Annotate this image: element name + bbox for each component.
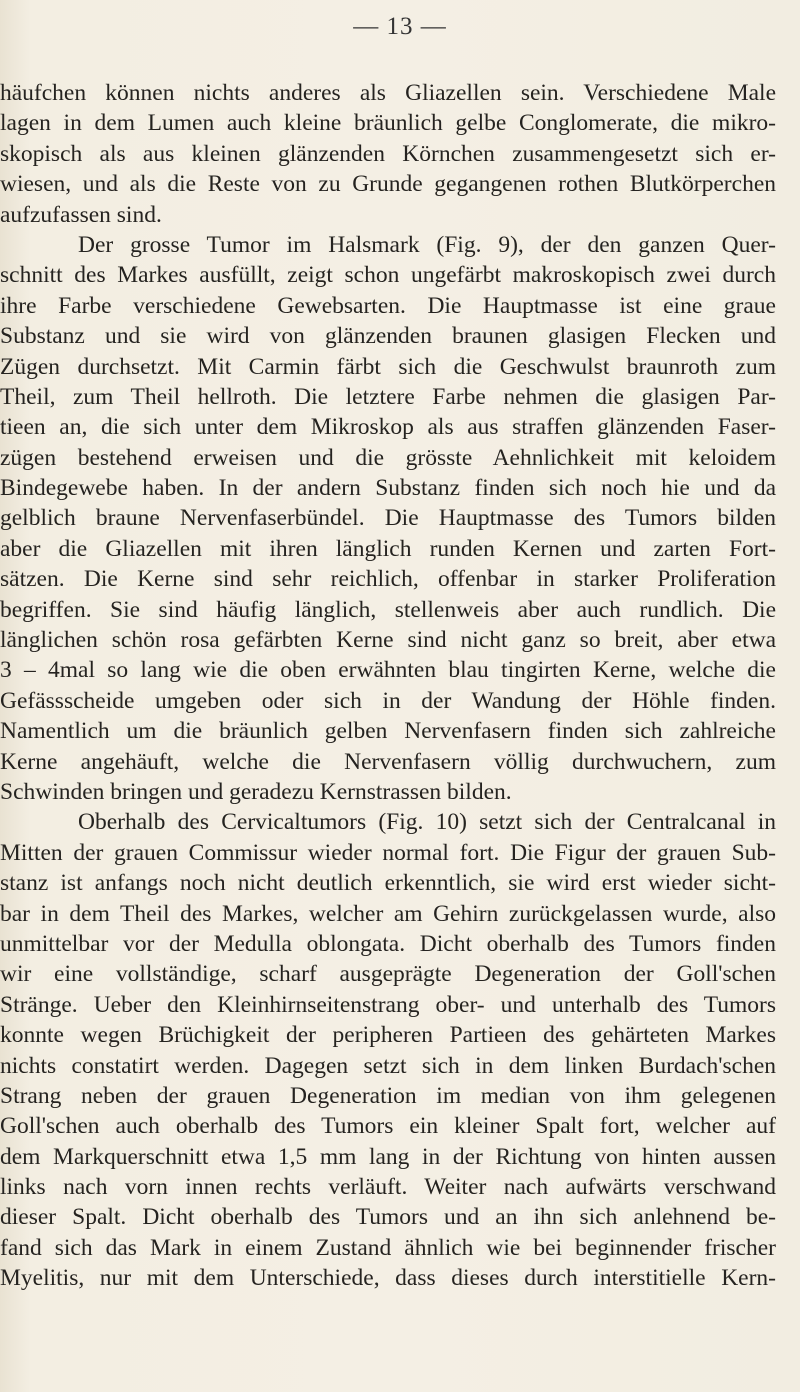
- text-line: Zügen durchsetzt. Mit Carmin färbt sich die Geschwulst braunroth zum: [0, 353, 776, 380]
- text-line: skopisch als aus kleinen glänzenden Körnchen zusammengesetzt sich er-: [0, 140, 776, 167]
- text-line: Schwinden bringen und geradezu Kernstrassen bilden.: [0, 778, 512, 805]
- text-line: Kerne angehäuft, welche die Nervenfasern völlig durchwuchern, zum: [0, 748, 776, 775]
- text-line: schnitt des Markes ausfüllt, zeigt schon ungefärbt makroskopisch zwei durch: [0, 262, 776, 289]
- text-line: Theil, zum Theil hellroth. Die letztere Farbe nehmen die glasigen Par-: [0, 383, 776, 410]
- text-line: länglichen schön rosa gefärbten Kerne sind nicht ganz so breit, aber etwa: [0, 627, 776, 654]
- text-line: ihre Farbe verschiedene Gewebsarten. Die Hauptmasse ist eine graue: [0, 292, 776, 319]
- text-line: gelblich braune Nervenfaserbündel. Die Hauptmasse des Tumors bilden: [0, 505, 776, 532]
- text-line: nichts constatirt werden. Dagegen setzt sich in dem linken Burdach'schen: [0, 1052, 776, 1079]
- text-line: Stränge. Ueber den Kleinhirnseitenstrang ober- und unterhalb des Tumors: [0, 991, 776, 1018]
- text-line: aber die Gliazellen mit ihren länglich runden Kernen und zarten Fort-: [0, 535, 776, 562]
- text-line: wiesen, und als die Reste von zu Grunde gegangenen rothen Blutkörperchen: [0, 171, 776, 198]
- text-line: links nach vorn innen rechts verläuft. Weiter nach aufwärts verschwand: [0, 1174, 776, 1201]
- text-line: begriffen. Sie sind häufig länglich, stellenweis aber auch rundlich. Die: [0, 596, 776, 623]
- text-line: bar in dem Theil des Markes, welcher am Gehirn zurückgelassen wurde, also: [0, 900, 776, 927]
- text-line: Strang neben der grauen Degeneration im median von ihm gelegenen: [0, 1082, 776, 1109]
- text-line: Bindegewebe haben. In der andern Substanz finden sich noch hie und da: [0, 475, 776, 502]
- text-line: Namentlich um die bräunlich gelben Nervenfasern finden sich zahlreiche: [0, 718, 776, 745]
- page-number: — 13 —: [353, 13, 447, 40]
- text-line: Substanz und sie wird von glänzenden braunen glasigen Flecken und: [0, 323, 776, 350]
- text-line: lagen in dem Lumen auch kleine bräunlich gelbe Conglomerate, die mikro-: [0, 110, 776, 137]
- text-line: Gefässscheide umgeben oder sich in der Wandung der Höhle finden.: [0, 687, 776, 714]
- text-line: Goll'schen auch oberhalb des Tumors ein kleiner Spalt fort, welcher auf: [0, 1113, 776, 1140]
- text-line: wir eine vollständige, scharf ausgeprägte Degeneration der Goll'schen: [0, 961, 776, 988]
- text-line: unmittelbar vor der Medulla oblongata. Dicht oberhalb des Tumors finden: [0, 930, 776, 957]
- text-line: dieser Spalt. Dicht oberhalb des Tumors und an ihn sich anlehnend be-: [0, 1204, 776, 1231]
- text-line: zügen bestehend erweisen und die grösste Aehnlichkeit mit keloidem: [0, 444, 776, 471]
- text-line: Mitten der grauen Commissur wieder normal fort. Die Figur der grauen Sub-: [0, 839, 776, 866]
- text-line: dem Markquerschnitt etwa 1,5 mm lang in der Richtung von hinten aussen: [0, 1143, 776, 1170]
- text-line: aufzufassen sind.: [0, 201, 162, 228]
- body-text: [0, 78, 776, 1294]
- text-line: fand sich das Mark in einem Zustand ähnlich wie bei beginnender frischer: [0, 1234, 776, 1261]
- text-line: tieen an, die sich unter dem Mikroskop als aus straffen glänzenden Faser-: [0, 414, 776, 441]
- text-line: 3 – 4mal so lang wie die oben erwähnten blau tingirten Kerne, welche die: [0, 657, 776, 684]
- text-line: Der grosse Tumor im Halsmark (Fig. 9), der den ganzen Quer-: [78, 231, 776, 258]
- text-line: stanz ist anfangs noch nicht deutlich erkenntlich, sie wird erst wieder sicht-: [0, 870, 776, 897]
- text-line: Myelitis, nur mit dem Unterschiede, dass dieses durch interstitielle Kern-: [0, 1265, 776, 1292]
- text-line: häufchen können nichts anderes als Gliazellen sein. Verschiedene Male: [0, 80, 776, 106]
- text-line: Oberhalb des Cervicaltumors (Fig. 10) setzt sich der Centralcanal in: [78, 809, 776, 836]
- text-line: konnte wegen Brüchigkeit der peripheren Partieen des gehärteten Markes: [0, 1022, 776, 1049]
- text-line: sätzen. Die Kerne sind sehr reichlich, offenbar in starker Proliferation: [0, 566, 776, 593]
